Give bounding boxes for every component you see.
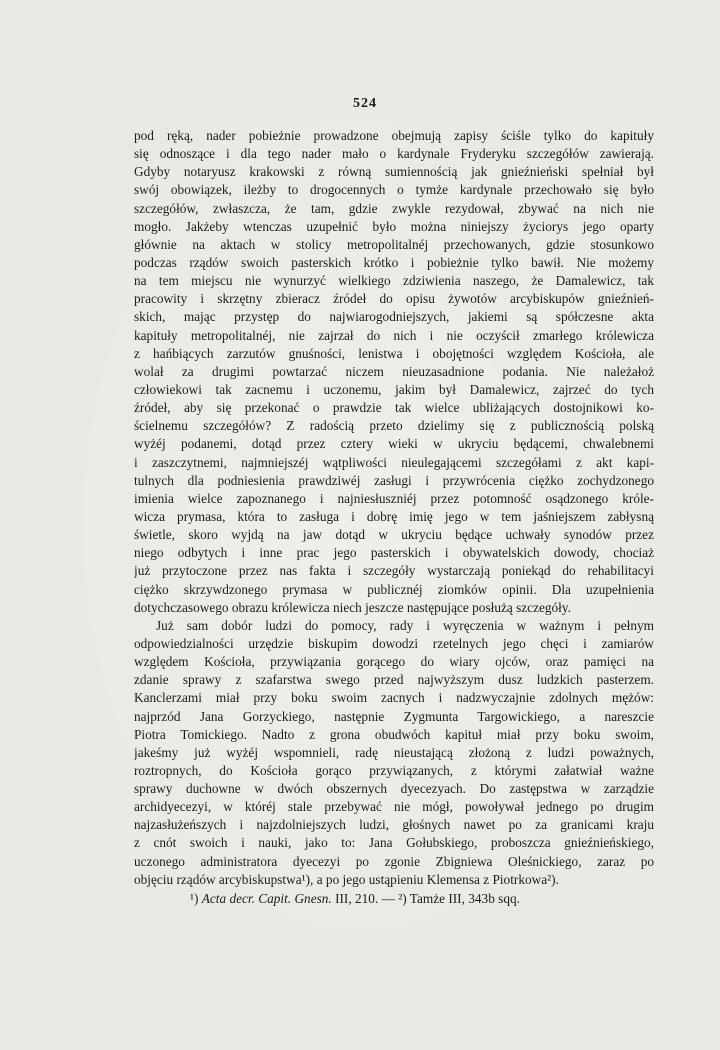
- text-line: dotychczasowego obrazu królewicza niech jeszcze następujące posłużą szczegóły.: [134, 599, 571, 615]
- text-line: tulnych dla podniesienia prawdziwéj zasługi i przywrócenia ciężko zochydzonego: [134, 472, 654, 488]
- text-line: skich, mając przystęp do najwiarogodniejszych, jakiemi są spółczesne akta: [134, 309, 654, 325]
- footnote-source-1: Acta decr. Capit. Gnesn.: [201, 891, 332, 906]
- text-line: mogło. Jakżeby wtenczas uzupełnić było można niniejszy życiorys jego oparty: [134, 218, 654, 234]
- text-line: jakeśmy już wyżéj wspomnieli, radę nieustającą złożoną z ludzi poważnych,: [134, 744, 654, 760]
- text-line: źródeł, aby się przekonać o prawdzie tak wielce ubliżających dostojnikowi ko-: [134, 400, 654, 416]
- text-line: z cnót swoich i nauki, jako to: Jana Gołubskiego, proboszcza gnieźnieńskiego,: [134, 835, 654, 851]
- footnote-marker-1: ¹): [190, 891, 199, 906]
- footnote-marker-2: ²): [398, 891, 407, 906]
- text-line: się odnoszące i dla tego nader mało o kardynale Fryderyku szczegółów zawierają.: [134, 146, 654, 162]
- text-line: Już sam dobór ludzi do pomocy, rady i wyręczenia w ważnym i pełnym: [156, 617, 654, 633]
- footnote-ref-1: III, 210. —: [335, 891, 395, 906]
- text-line: wolał za drugimi powtarzać niczem nieuzasadnione podania. Nie należałoż: [134, 363, 654, 379]
- text-line: z hańbiących zarzutów gnuśności, lenistwa i obojętności względem Kościoła, ale: [134, 345, 654, 361]
- text-line: sprawy duchowne w dwóch obszernych dyecezyach. Do zastępstwa w zarządzie: [134, 781, 654, 797]
- footnote-ref-2: Tamże III, 343b sqq.: [409, 891, 520, 906]
- text-line: roztropnych, do Kościoła gorąco przywiązanych, z którymi załatwiał ważne: [134, 762, 654, 778]
- text-line: na tem miejscu nie wynurzyć wielkiego zdziwienia naszego, że Damalewicz, tak: [134, 273, 654, 289]
- text-line: swój obowiązek, ileżby to drogocennych o tymże kardynale przechowało się było: [134, 182, 654, 198]
- text-line: i zaszczytnemi, najmniejszéj wątpliwości nieulegającemi szczegółami z akt kapi-: [134, 454, 654, 470]
- text-line: zdanie sprawy z szafarstwa swego przed najwyższym dusz ludzkich pasterzem.: [134, 672, 654, 688]
- text-line: ścielnemu szczegółów? Z radością przeto dzielimy się z publicznością polską: [134, 418, 654, 434]
- text-line: względem Kościoła, przywiązania gorącego do wiary ojców, oraz pamięci na: [134, 654, 654, 670]
- text-line: imienia wielce zapoznanego i najniesłuszniéj przez potomność osądzonego króle-: [134, 490, 654, 506]
- text-line: człowiekowi tak zacnemu i uczonemu, jakim był Damalewicz, zajrzeć do tych: [134, 381, 654, 397]
- text-line: ciężko skrzywdzonego prymasa w publicznéj ziomków opinii. Dla uzupełnienia: [134, 581, 654, 597]
- text-line: kapituły metropolitalnéj, nie zajrzał do nich i nie oczyścił zmarłego królewicza: [134, 327, 654, 343]
- paragraph-1: [134, 127, 654, 617]
- text-line: najprzód Jana Gorzyckiego, następnie Zygmunta Targowickiego, a nareszcie: [134, 708, 654, 724]
- text-line: uczonego administratora dyecezyi po zgonie Zbigniewa Oleśnickiego, zaraz po: [134, 853, 654, 869]
- text-line: głównie na aktach w stolicy metropolitalnéj przechowanych, gdzie stosunkowo: [134, 236, 654, 252]
- paragraph-2: [134, 617, 654, 889]
- text-line: archidyecezyi, w któréj stale przebywać nie mógł, powoływał jednego po drugim: [134, 799, 654, 815]
- text-line: niego odbytych i inne prac jego pasterskich i obywatelskich dowody, chociaż: [134, 545, 654, 561]
- text-line: wicza prymasa, która to zasługa i dobrę imię jego w tem jaśniejszem zabłysną: [134, 508, 654, 524]
- text-line: podczas rządów swoich pasterskich krótko i pobieżnie tylko bawił. Nie możemy: [134, 254, 654, 270]
- text-line: objęciu rządów arcybiskupstwa¹), a po jego ustąpieniu Klemensa z Piotrkowa²).: [134, 871, 559, 887]
- page-number: 524: [353, 96, 377, 111]
- text-line: Kanclerzami miał przy boku swoim zacnych i nadzwyczajnie zdolnych mężów:: [134, 690, 654, 706]
- text-line: wyżéj podanemi, dotąd przez cztery wieki w ukryciu będącemi, chwalebnemi: [134, 436, 654, 452]
- body-text: [134, 127, 654, 889]
- text-line: Piotra Tomickiego. Nadto z grona obudwóch kapituł miał przy boku swoim,: [134, 726, 654, 742]
- text-line: Gdyby notaryusz krakowski z równą sumiennością jak gnieźnieński spełniał był: [134, 164, 654, 180]
- text-line: szczegółów, zwłaszcza, że tam, gdzie zwykle rezydował, zbywać na nich nie: [134, 200, 654, 216]
- text-line: odpowiedzialności urzędzie biskupim dowodzi rzetelnych jego chęci i zamiarów: [134, 635, 654, 651]
- text-line: świetle, skoro wyjdą na jaw dotąd w ukryciu będące uchwały synodów przez: [134, 527, 654, 543]
- text-line: już przytoczone przez nas fakta i szczegóły wystarczają poniekąd do rehabilitacyi: [134, 563, 654, 579]
- text-line: najzasłużeńszych i najzdolniejszych ludzi, głośnych nawet po za granicami kraju: [134, 817, 654, 833]
- footnotes: [190, 891, 670, 907]
- text-line: pracowity i skrzętny zbieracz źródeł do opisu żywotów arcybiskupów gnieźnień-: [134, 291, 654, 307]
- text-line: pod ręką, nader pobieżnie prowadzone obejmują zapisy ściśle tylko do kapituły: [134, 128, 654, 143]
